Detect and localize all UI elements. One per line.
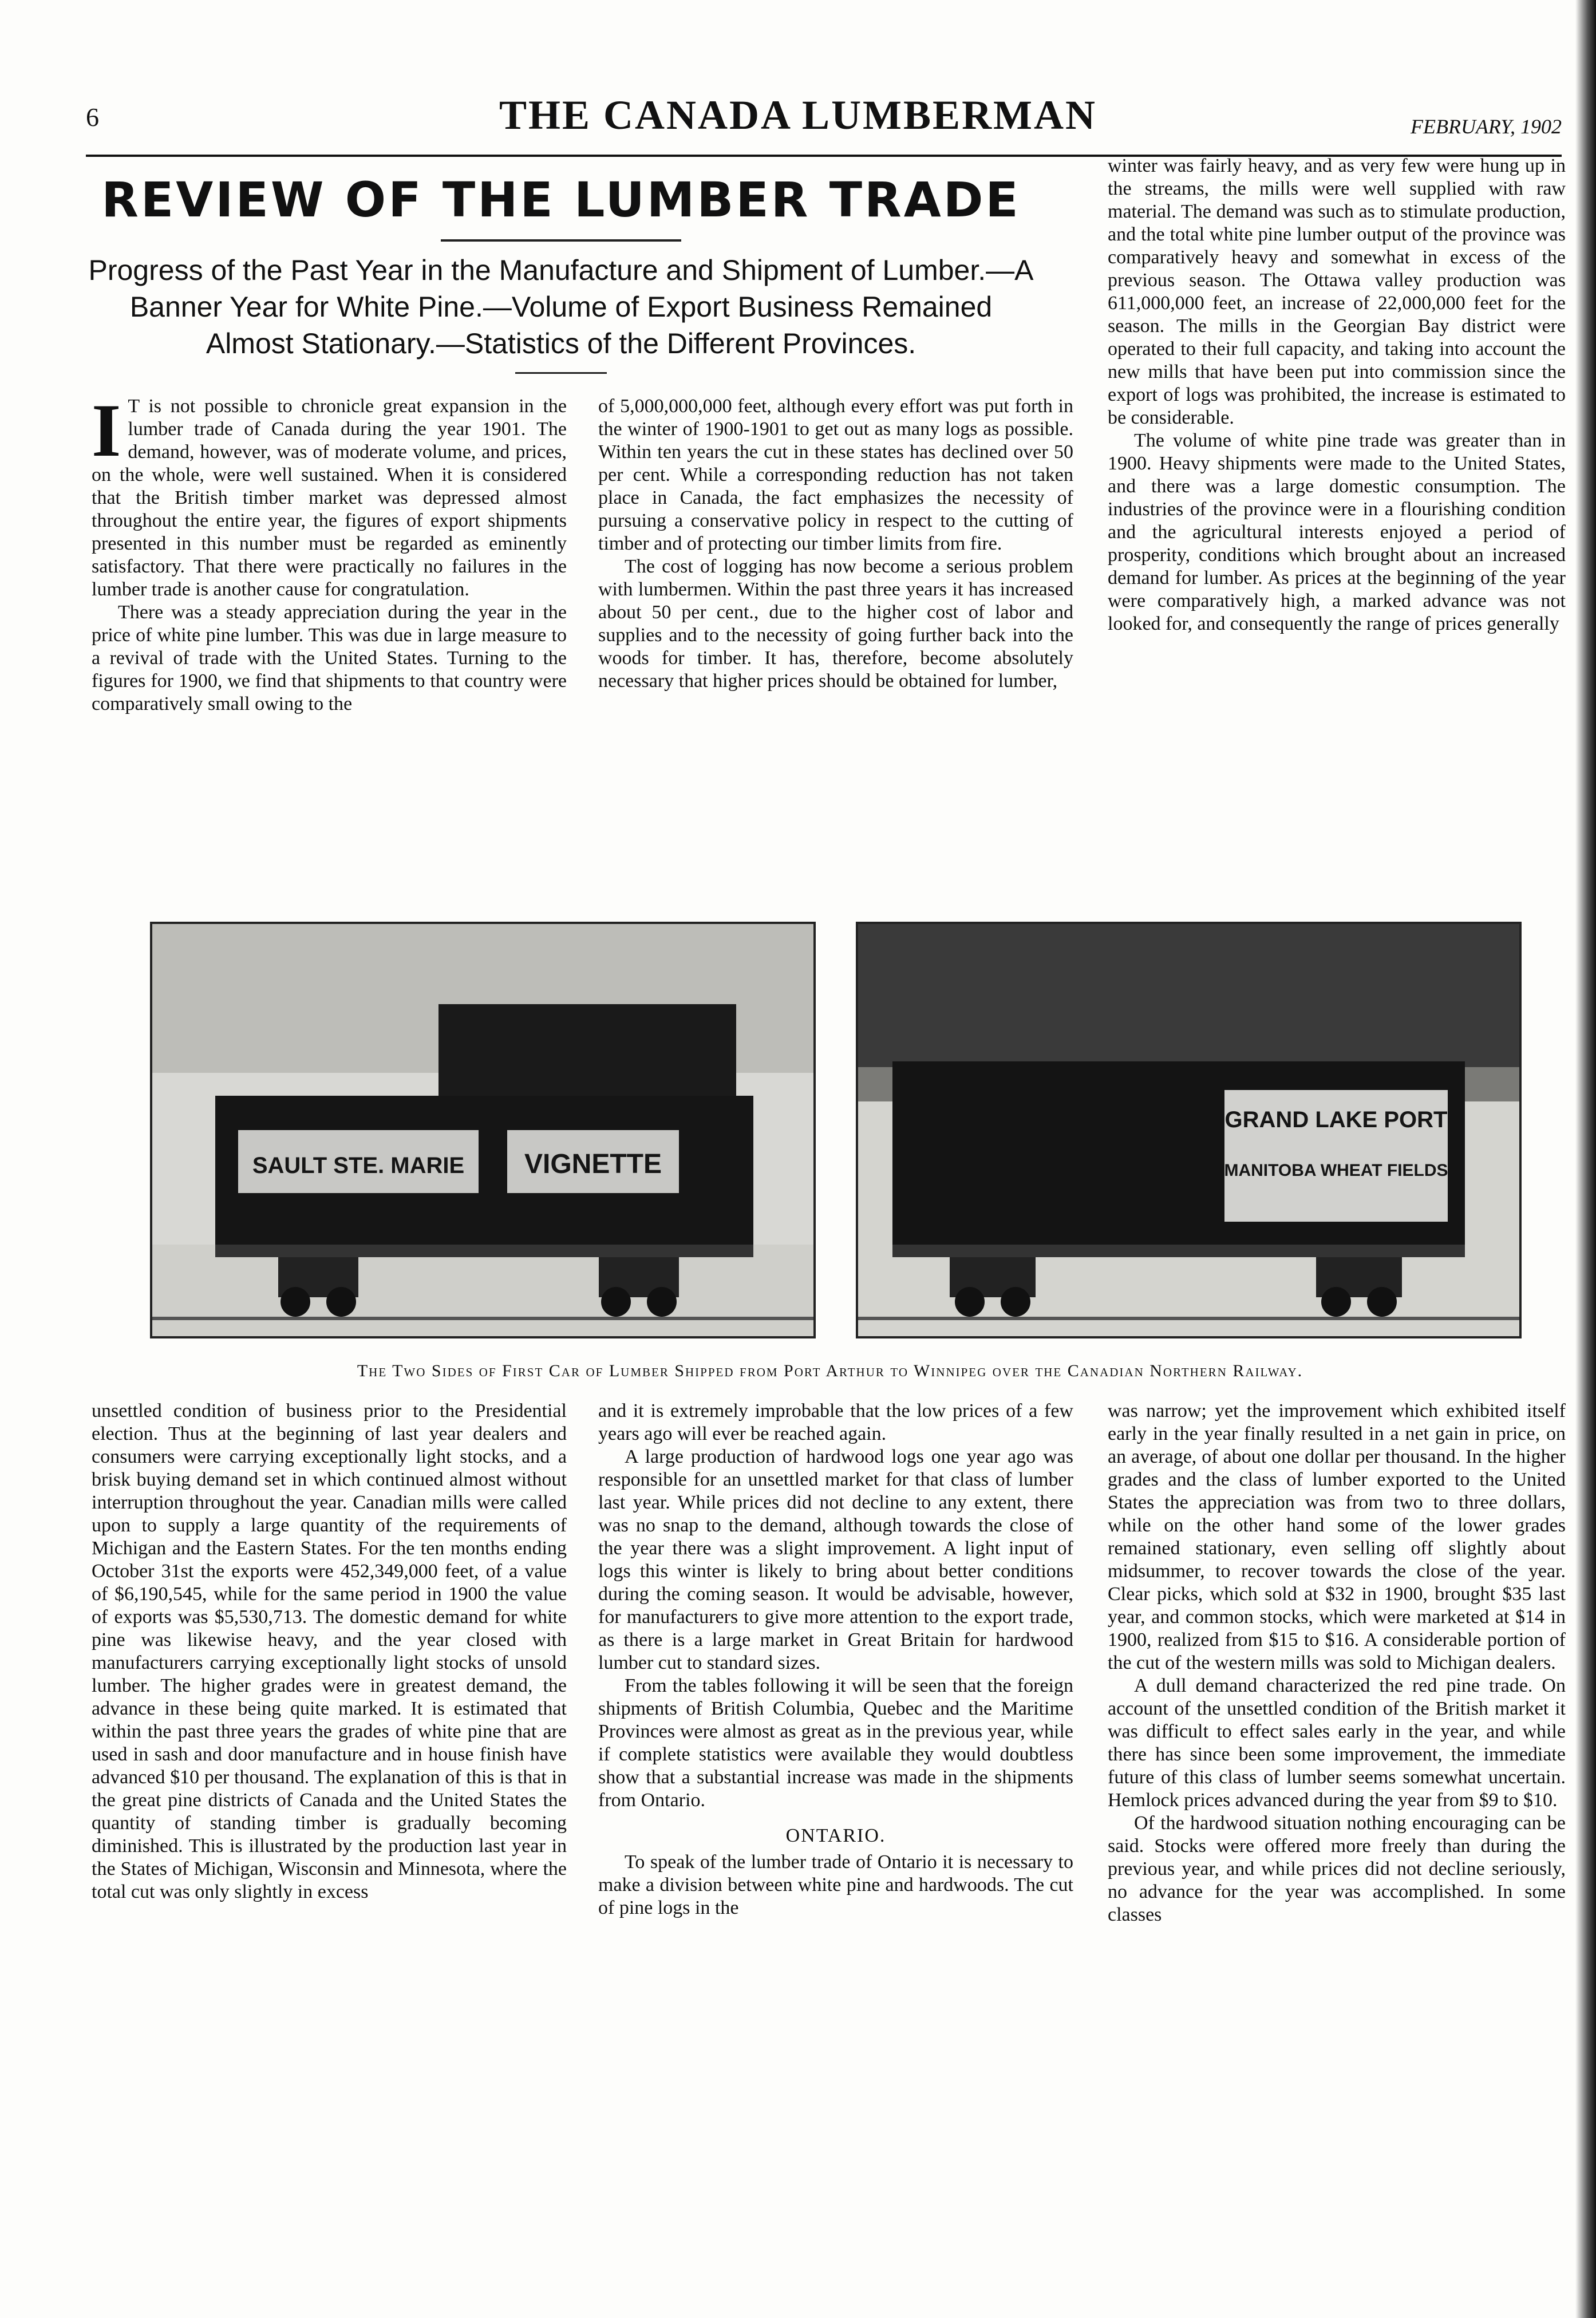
photo-caption: The Two Sides of First Car of Lumber Shipped from Port Arthur to Winnipeg over the Canadian Northern Railway. [357,1361,1303,1380]
boxcar-photo-left [150,922,816,1338]
article-subheadline: Progress of the Past Year in the Manufacture and Shipment of Lumber.—A Banner Year for White Pine.—Volume of Export Business Remained Almost Stationary.—Statistics of the Different Provinces. [88,254,1034,360]
paragraph: A dull demand characterized the red pine trade. On account of the unsettled condition of the British market it was difficult to effect sales early in the year, and while there has since been some improvement, the immediate future of this class of lumber seems somewhat uncertain. Hemlock prices advanced during the year from $9 to $10. [1108,1675,1566,1811]
right-car-sign-2: MANITOBA WHEAT FIELDS [1224,1161,1448,1180]
subheadline-divider [515,372,607,374]
paragraph: was narrow; yet the improvement which exhibited itself early in the year finally resulted in a net gain in price, on an average, of about one dollar per thousand. In the higher grades and the class of lumber exported to the United States the appreciation was from two to three dollars, while on the other hand some of the lower grades remained stationary, even selling off slightly about midsummer, to recover towards the close of the year. Clear picks, which sold at $32 in 1900, brought $35 last year, and common stocks, which were marketed at $14 in 1900, realized from $15 to $16. A considerable portion of the cut of the western mills was sold to Michigan dealers. [1108,1400,1566,1673]
article-column-1 [92,388,567,716]
paragraph: The volume of white pine trade was greater than in 1900. Heavy shipments were made to the United States, and there was a large domestic consumption. The industries of the province were in a flourishing condition and the agricultural interests enjoyed a period of prosperity, conditions which brought about an increased demand for lumber. As prices at the beginning of the year were comparatively high, a marked advance was not looked for, and consequently the range of prices generally [1108,430,1566,634]
paragraph: Of the hardwood situation nothing encouraging can be said. Stocks were offered more freely than during the previous year, and while prices did not decline seriously, no advance for the year was accomplished. In some classes [1108,1812,1566,1925]
right-car-sign-1: GRAND LAKE PORT [1224,1107,1448,1132]
article-column-6 [1108,1400,1566,1926]
left-car-sign-2: VIGNETTE [524,1149,662,1179]
paragraph: To speak of the lumber trade of Ontario it is necessary to make a division between white pine and hardwoods. The cut of pine logs in the [598,1851,1073,1918]
boxcar-left-illustration [152,924,813,1336]
paragraph: There was a steady appreciation during the year in the price of white pine lumber. This was due in large measure to a revival of trade with the United States. Turning to the figures for 1900, we find that shipments to that country were comparatively small owing to the [92,602,567,714]
section-heading-ontario: ONTARIO. [785,1825,886,1846]
boxcar-right-illustration [858,924,1519,1336]
article-column-3 [1108,155,1566,635]
paragraph: unsettled condition of business prior to the Presidential election. Thus at the beginning of last year dealers and consumers were carrying exceptionally light stocks, and a brisk buying demand set in which continued almost without interruption throughout the year. Canadian mills were called upon to supply a large quantity of the requirements of Michigan and the Eastern States. For the ten months ending October 31st the exports were 452,349,000 feet, of a value of $6,190,545, while for the same period in 1900 the value of exports was $5,530,713. The domestic demand for white pine was likewise heavy, and the year closed with manufacturers carrying exceptionally light stocks of unsold lumber. The higher grades were in greatest demand, the advance in these being quite marked. It is estimated that within the past three years the grades of white pine that are used in sash and door manufacture and in house finish have advanced $10 per thousand. The explanation of this is that in the great pine districts of Canada and the United States the quantity of standing timber is gradually becoming diminished. This is illustrated by the production last year in the States of Michigan, Wisconsin and Minnesota, where the total cut was only slightly in excess [92,1400,567,1902]
headline-divider [441,239,681,242]
paragraph: I T is not possible to chronicle great expansion in the lumber trade of Canada during the year 1901. The demand, however, was of moderate volume, and prices, on the whole, were well sustained. When it is considered that the British timber market was depressed almost throughout the entire year, the figures of export shipments presented in this number must be regarded as eminently satisfactory. That there were practically no failures in the lumber trade is another cause for congratulation. [92,388,567,600]
paragraph: of 5,000,000,000 feet, although every effort was put forth in the winter of 1900-1901 to get out as many logs as possible. Within ten years the cut in these states has declined over 50 per cent. While a corresponding reduction has not taken place in Canada, the fact emphasizes the necessity of pursuing a conservative policy in respect to the cutting of timber and of protecting our timber limits from fire. [598,396,1073,554]
paragraph: winter was fairly heavy, and as very few were hung up in the streams, the mills were well supplied with raw material. The demand was such as to stimulate production, and the total white pine lumber output of the province was comparatively heavy and somewhat in excess of the previous season. The Ottawa valley production was 611,000,000 feet, an increase of 22,000,000 feet for the season. The mills in the Georgian Bay district were operated to their full capacity, and taking into account the new mills that have been put into commission since the export of logs was prohibited, the increase is estimated to be considerable. [1108,155,1566,428]
paragraph: and it is extremely improbable that the low prices of a few years ago will ever be reached again. [598,1400,1073,1444]
article-column-2 [598,395,1073,693]
issue-date: FEBRUARY, 1902 [1410,115,1562,138]
drop-cap: I [92,388,121,472]
article-headline: REVIEW OF THE LUMBER TRADE [101,172,1021,228]
page-binding-edge [1575,0,1596,2318]
paragraph: The cost of logging has now become a serious problem with lumbermen. Within the past three years it has increased about 50 per cent., due to the higher cost of labor and supplies and to the necessity of going further back into the woods for timber. It has, therefore, become absolutely necessary that higher prices should be obtained for lumber, [598,556,1073,692]
boxcar-photo-right [856,922,1522,1338]
page-number: 6 [86,102,99,132]
article-column-5 [598,1400,1073,1920]
paragraph: From the tables following it will be seen that the foreign shipments of British Columbia, Quebec and the Maritime Provinces were almost as great as in the previous year, while if complete statistics were available they would doubtless show that a substantial increase was made in the shipments from Ontario. [598,1675,1073,1811]
paragraph: A large production of hardwood logs one year ago was responsible for an unsettled market for that class of lumber last year. While prices did not decline to any extent, there was no snap to the demand, although towards the close of the year there was a slight improvement. A light input of logs this winter is likely to bring about better conditions during the coming season. It would be advisable, however, for manufacturers to give more attention to the export trade, as there is a large market in Great Britain for hardwood lumber cut to standard sizes. [598,1446,1073,1673]
article-column-4 [92,1400,567,1904]
masthead: THE CANADA LUMBERMAN [499,92,1097,138]
left-car-sign-1: SAULT STE. MARIE [252,1153,465,1178]
